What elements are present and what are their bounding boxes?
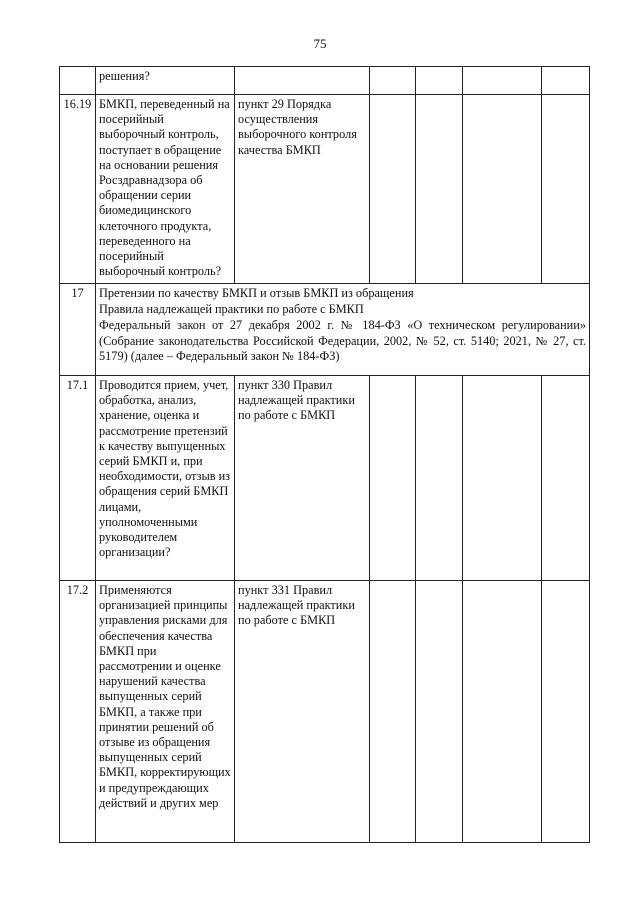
answer-yes-cell bbox=[370, 581, 416, 843]
question-cell: БМКП, переведенный на посерийный выборочный контроль, поступает в обращение на основании решения Росздравнадзора об обращении серии биомедицинского клеточного продукта, переведенного на посерийный выборочный контроль? bbox=[96, 95, 235, 284]
requirements-cell: пункт 331 Правил надлежащей практики по работе с БМКП bbox=[235, 581, 370, 843]
note-cell bbox=[542, 95, 590, 284]
section-heading-cell bbox=[96, 284, 590, 376]
section-heading-row bbox=[60, 284, 590, 376]
note-cell bbox=[542, 376, 590, 581]
row-number: 17.2 bbox=[60, 581, 96, 843]
answer-na-cell bbox=[463, 95, 542, 284]
row-number: 16.19 bbox=[60, 95, 96, 284]
page-number: 75 bbox=[313, 36, 327, 51]
checklist-table bbox=[59, 66, 590, 843]
table-row bbox=[60, 581, 590, 843]
answer-yes-cell bbox=[370, 376, 416, 581]
question-cell: Применяются организацией принципы управления рисками для обеспечения качества БМКП при рассмотрении и оценке нарушений качества выпущенных серий БМКП, а также при принятии решений об отзыве из обращения выпущенных серий БМКП, корректирующих и предупреждающих действий и других мер bbox=[96, 581, 235, 843]
answer-yes-cell bbox=[370, 95, 416, 284]
note-cell bbox=[542, 581, 590, 843]
question-cell: решения? bbox=[96, 67, 235, 95]
note-cell bbox=[542, 67, 590, 95]
answer-na-cell bbox=[463, 376, 542, 581]
table-row bbox=[60, 67, 590, 95]
section-law-reference: Федеральный закон от 27 декабря 2002 г. № 184-ФЗ «О техническом регулировании» (Собрание законодательства Российской Федерации, 2002, № 52, ст. 5140; 2021, № 27, ст. 5179) (далее – Федеральный закон № 184-ФЗ) bbox=[99, 318, 586, 363]
answer-no-cell bbox=[416, 376, 463, 581]
answer-na-cell bbox=[463, 581, 542, 843]
table-row bbox=[60, 376, 590, 581]
answer-no-cell bbox=[416, 581, 463, 843]
section-title: Претензии по качеству БМКП и отзыв БМКП из обращения bbox=[99, 286, 414, 300]
answer-no-cell bbox=[416, 67, 463, 95]
row-number bbox=[60, 67, 96, 95]
requirements-cell bbox=[235, 67, 370, 95]
table-row bbox=[60, 95, 590, 284]
question-cell: Проводится прием, учет, обработка, анализ, хранение, оценка и рассмотрение претензий к качеству выпущенных серий БМКП и, при необходимости, отзыв из обращения серий БМКП лицами, уполномоченными руководителем организации? bbox=[96, 376, 235, 581]
requirements-cell: пункт 330 Правил надлежащей практики по работе с БМКП bbox=[235, 376, 370, 581]
answer-yes-cell bbox=[370, 67, 416, 95]
requirements-cell: пункт 29 Порядка осуществления выборочного контроля качества БМКП bbox=[235, 95, 370, 284]
section-rules-reference: Правила надлежащей практики по работе с БМКП bbox=[99, 302, 364, 317]
answer-na-cell bbox=[463, 67, 542, 95]
row-number: 17.1 bbox=[60, 376, 96, 581]
answer-no-cell bbox=[416, 95, 463, 284]
section-number: 17 bbox=[60, 284, 96, 376]
